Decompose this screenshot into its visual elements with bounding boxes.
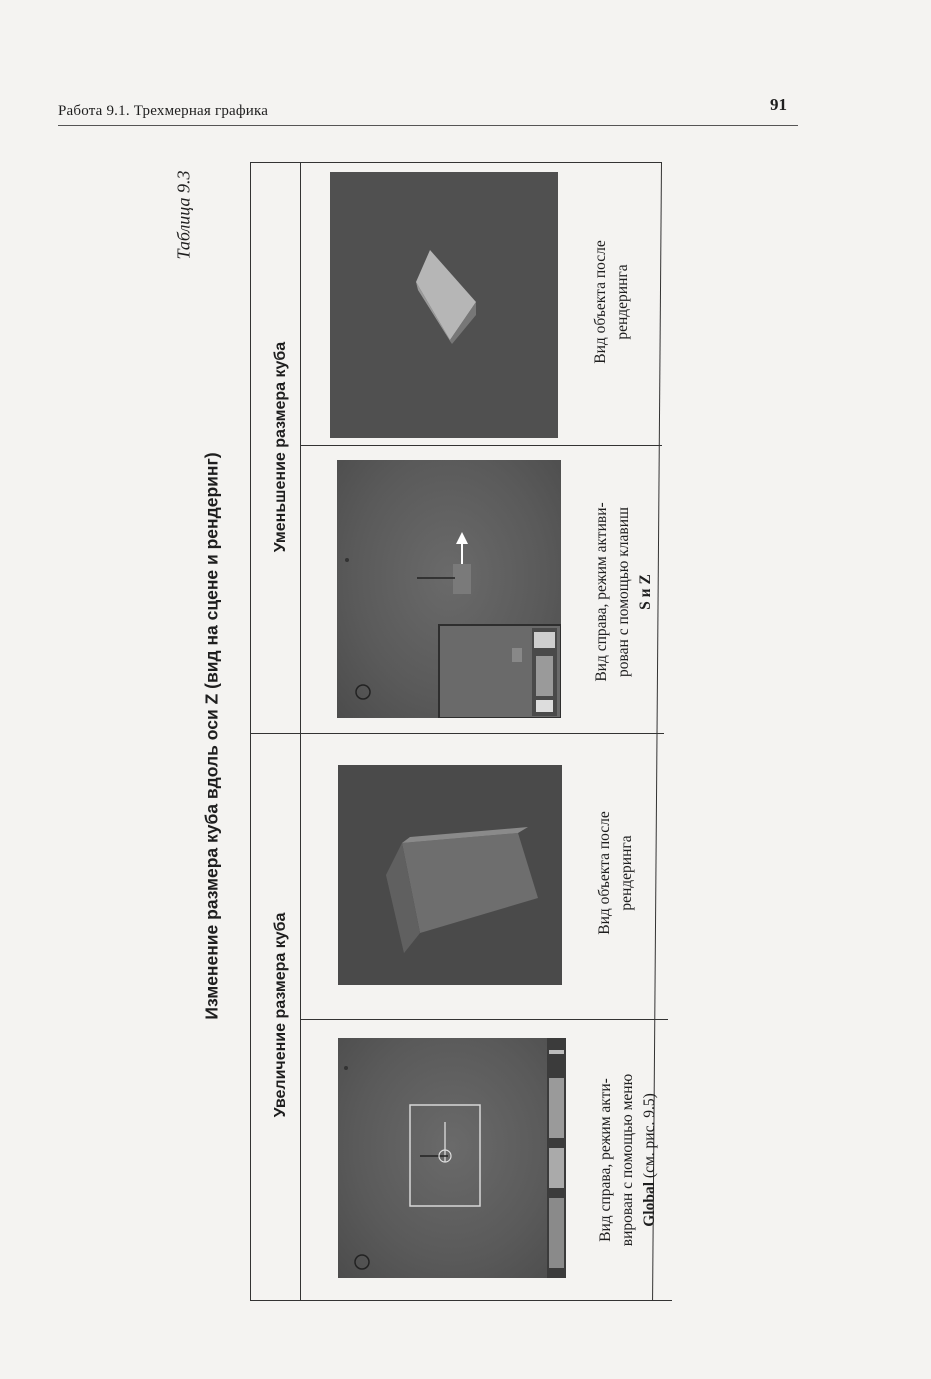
cell-caption-reduced-render: Вид объекта после рендеринга	[592, 240, 631, 364]
cell-caption-enlarged-render: Вид объекта после рендеринга	[596, 811, 635, 935]
cell-caption-reduced-view: Вид справа, режим активи- рован с помощью клавиш S и Z	[593, 502, 654, 682]
viewport-graphic	[338, 1038, 566, 1278]
rendered-tall-box-image	[338, 765, 562, 985]
subcolumn-divider-2	[300, 445, 662, 446]
rendered-flat-box-image	[330, 172, 558, 438]
running-header: Работа 9.1. Трехмерная графика	[58, 103, 269, 119]
cell-caption-enlarged-view: Вид справа, режим акти- вирован с помощью меню Global (см. рис. 9.5)	[597, 1073, 658, 1247]
table-border-top	[250, 162, 662, 163]
viewport-graphic	[337, 460, 561, 718]
table-border-bottom	[250, 1300, 672, 1301]
page-number: 91	[770, 95, 787, 114]
column-header-increase: Увеличение размера куба	[272, 912, 289, 1118]
blender-viewport-enlarged-cube-image	[338, 1038, 566, 1278]
subcolumn-divider-1	[300, 1019, 668, 1020]
header-divider	[300, 162, 301, 1301]
rendered-box-graphic	[338, 765, 562, 985]
table-title: Изменение размера куба вдоль оси Z (вид на сцене и рендеринг)	[201, 452, 222, 1020]
rendered-box-graphic	[330, 172, 558, 438]
blender-viewport-reduced-cube-image	[337, 460, 561, 718]
table-border-left	[250, 162, 251, 1301]
column-divider	[250, 733, 664, 734]
table-caption: Таблица 9.3	[173, 170, 194, 260]
header-rule	[58, 125, 798, 126]
column-header-decrease: Уменьшение размера куба	[272, 341, 289, 553]
